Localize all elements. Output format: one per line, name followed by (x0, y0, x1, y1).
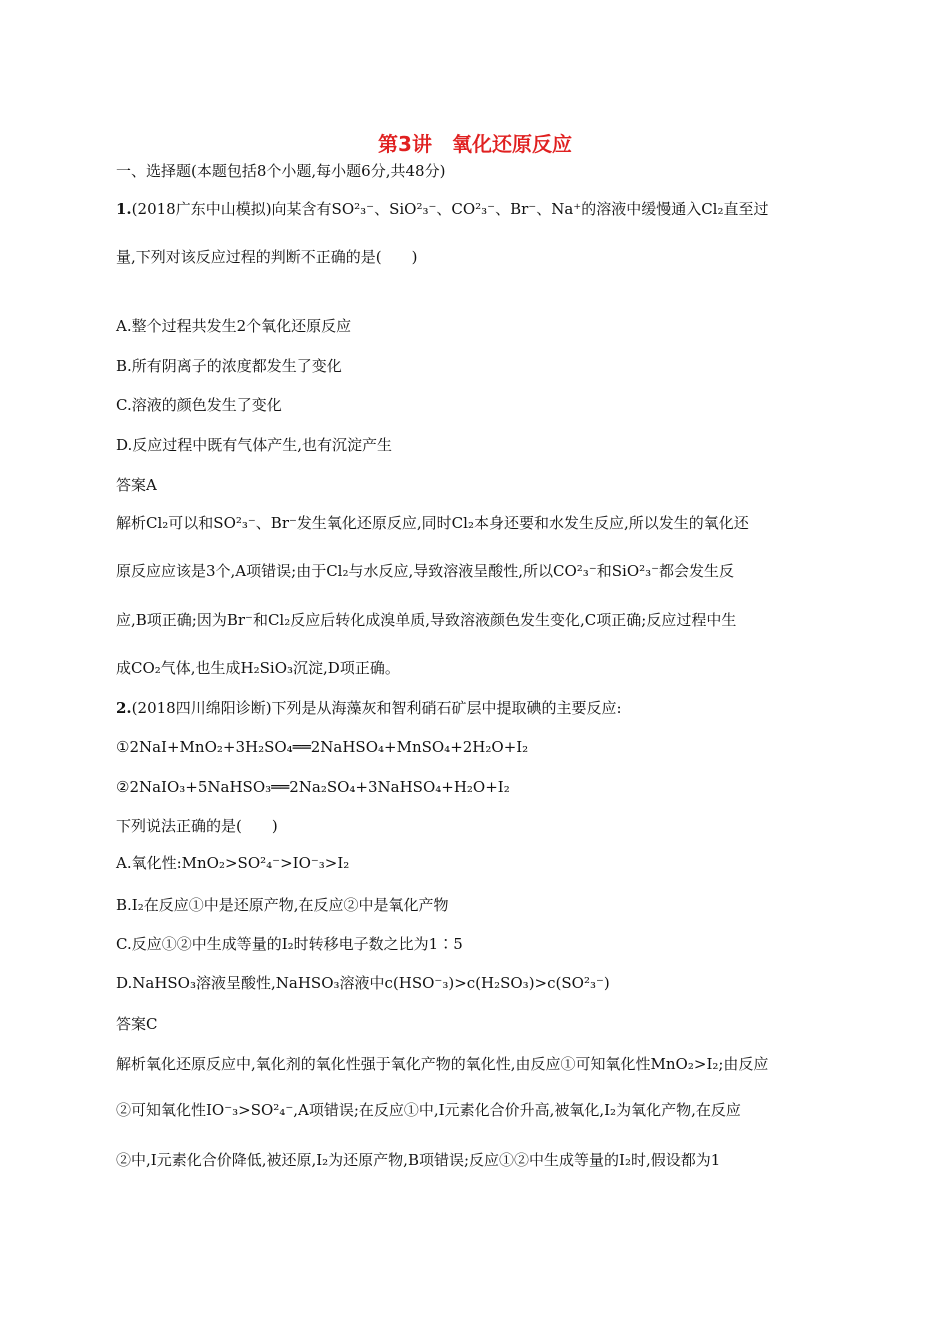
question-1-analysis-line-3: 应,B项正确;因为Br⁻和Cl₂反应后转化成溴单质,导致溶液颜色发生变化,C项正确;反应过程中生 (116, 611, 737, 629)
question-2-reaction-1: ①2NaI+MnO₂+3H₂SO₄══2NaHSO₄+MnSO₄+2H₂O+I₂ (116, 738, 529, 756)
question-2-reaction-2: ②2NaIO₃+5NaHSO₃══2Na₂SO₄+3NaHSO₄+H₂O+I₂ (116, 778, 510, 796)
question-2-option-c: C.反应①②中生成等量的I₂时转移电子数之比为1∶5 (116, 935, 463, 953)
section-header: 一、选择题(本题包括8个小题,每小题6分,共48分) (116, 162, 446, 180)
question-2-stem (116, 697, 834, 719)
question-2-analysis-line-3: ②中,I元素化合价降低,被还原,I₂为还原产物,B项错误;反应①②中生成等量的I₂时,假设都为1 (116, 1151, 721, 1169)
question-2-option-a: A.氧化性:MnO₂>SO²₄⁻>IO⁻₃>I₂ (116, 854, 350, 872)
question-1-option-a: A.整个过程共发生2个氧化还原反应 (116, 317, 352, 335)
question-2-option-b: B.I₂在反应①中是还原产物,在反应②中是氧化产物 (116, 896, 449, 914)
question-1-analysis-line-1: 解析Cl₂可以和SO²₃⁻、Br⁻发生氧化还原反应,同时Cl₂本身还要和水发生反应,所以发生的氧化还 (116, 514, 749, 532)
question-2-number: 2. (116, 699, 132, 717)
question-1-stem-line-1 (116, 198, 834, 220)
question-2-analysis-line-1: 解析氧化还原反应中,氧化剂的氧化性强于氧化产物的氧化性,由反应①可知氧化性MnO₂>I₂;由反应 (116, 1055, 769, 1073)
question-1-number: 1. (116, 200, 132, 218)
page-title: 第3讲 氧化还原反应 (378, 132, 572, 156)
question-1-option-d: D.反应过程中既有气体产生,也有沉淀产生 (116, 436, 393, 454)
question-2-option-d: D.NaHSO₃溶液呈酸性,NaHSO₃溶液中c(HSO⁻₃)>c(H₂SO₃)>c(SO²₃⁻) (116, 974, 610, 992)
question-1-stem-line-2: 量,下列对该反应过程的判断不正确的是( ) (116, 248, 418, 266)
question-1-option-b: B.所有阴离子的浓度都发生了变化 (116, 357, 342, 375)
question-1-analysis-line-2: 原反应应该是3个,A项错误;由于Cl₂与水反应,导致溶液呈酸性,所以CO²₃⁻和SiO²₃⁻都会发生反 (116, 562, 735, 580)
question-1-answer: 答案A (116, 476, 157, 494)
question-2-answer: 答案C (116, 1015, 158, 1033)
question-2-stem-text: (2018四川绵阳诊断)下列是从海藻灰和智利硝石矿层中提取碘的主要反应: (131, 699, 622, 717)
question-2-analysis-line-2: ②可知氧化性IO⁻₃>SO²₄⁻,A项错误;在反应①中,I元素化合价升高,被氧化,I₂为氧化产物,在反应 (116, 1101, 741, 1119)
question-1-analysis-line-4: 成CO₂气体,也生成H₂SiO₃沉淀,D项正确。 (116, 659, 400, 677)
question-2-question: 下列说法正确的是( ) (116, 817, 278, 835)
question-1-stem-text: (2018广东中山模拟)向某含有SO²₃⁻、SiO²₃⁻、CO²₃⁻、Br⁻、Na⁺的溶液中缓慢通入Cl₂直至过 (131, 200, 769, 218)
question-1-option-c: C.溶液的颜色发生了变化 (116, 396, 282, 414)
